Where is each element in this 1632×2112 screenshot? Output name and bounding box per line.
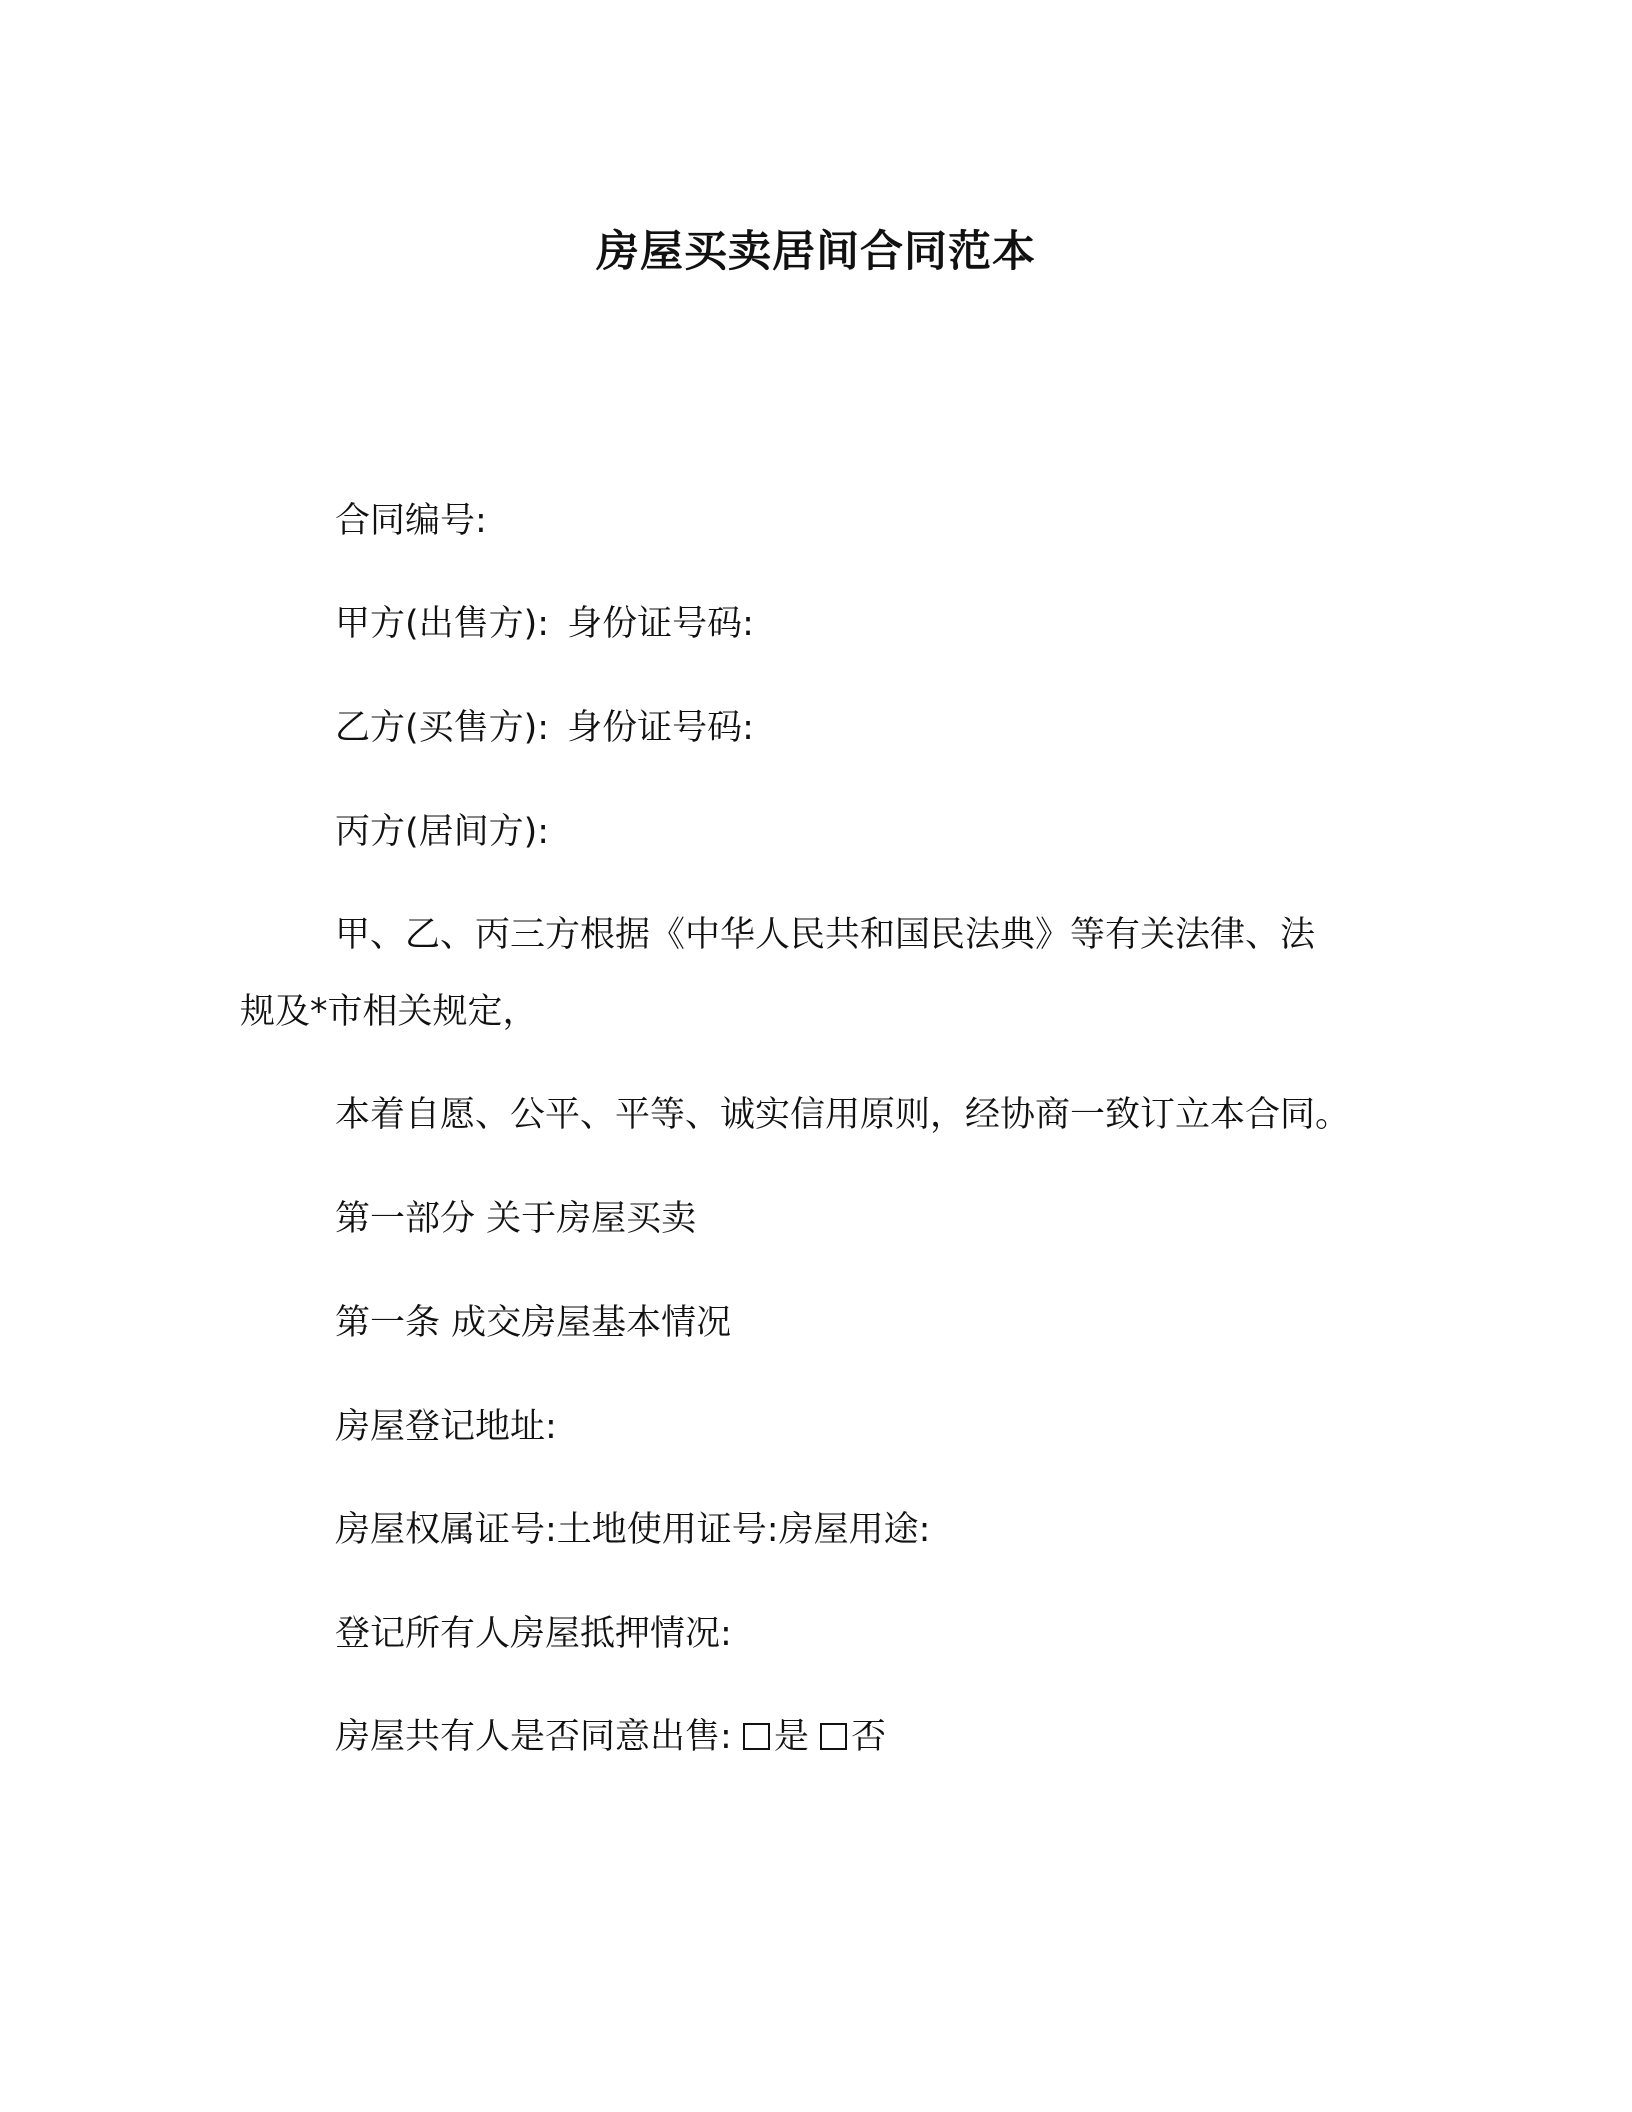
co-owner-line — [335, 1713, 886, 1761]
house-address-label: 房屋登记地址: — [335, 1407, 557, 1447]
certificate-line — [335, 1506, 930, 1554]
co-owner-label: 房屋共有人是否同意出售: — [335, 1717, 732, 1757]
house-usage-label: 房屋用途: — [778, 1510, 931, 1550]
yes-checkbox[interactable] — [743, 1723, 770, 1750]
contract-number-label: 合同编号: — [335, 501, 487, 541]
land-cert-label: 土地使用证号: — [556, 1510, 779, 1550]
preamble-line-1: 甲、乙、丙三方根据《中华人民共和国民法典》等有关法律、法 — [335, 915, 1316, 955]
document-title: 房屋买卖居间合同范本 — [596, 227, 1036, 277]
yes-option-label: 是 — [773, 1717, 809, 1757]
mortgage-label: 登记所有人房屋抵押情况: — [335, 1614, 732, 1654]
house-cert-label: 房屋权属证号: — [335, 1510, 557, 1550]
part-one-heading: 第一部分 关于房屋买卖 — [335, 1199, 697, 1239]
contract-number-line — [335, 497, 487, 545]
party-c-line — [335, 808, 549, 856]
preamble-line-2: 规及*市相关规定， — [240, 992, 538, 1032]
party-b-id-label: 身份证号码: — [567, 708, 754, 748]
house-address-line — [335, 1403, 557, 1451]
party-a-id-label: 身份证号码: — [567, 604, 754, 644]
party-a-label: 甲方(出售方): — [335, 604, 550, 644]
party-c-label: 丙方(居间方): — [335, 812, 550, 852]
party-b-line — [335, 704, 754, 752]
no-option-label: 否 — [851, 1717, 887, 1757]
article-one-heading: 第一条 成交房屋基本情况 — [335, 1303, 732, 1343]
party-b-label: 乙方(买售方): — [335, 708, 550, 748]
principle-paragraph: 本着自愿、公平、平等、诚实信用原则，经协商一致订立本合同。 — [335, 1095, 1351, 1135]
party-a-line — [335, 600, 754, 648]
no-checkbox[interactable] — [820, 1723, 847, 1750]
mortgage-line — [335, 1610, 732, 1658]
